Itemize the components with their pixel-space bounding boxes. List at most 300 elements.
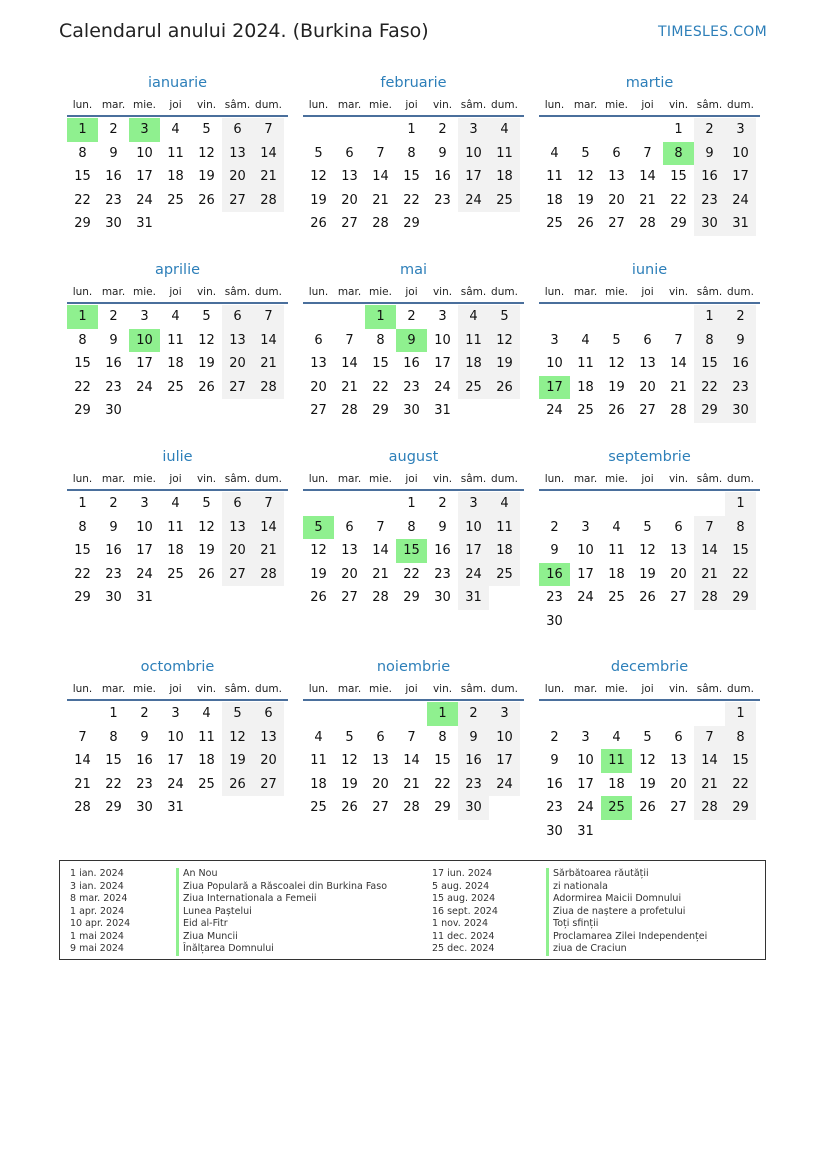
day-cell[interactable]: 15 — [74, 543, 91, 558]
day-cell[interactable]: 14 — [253, 329, 284, 353]
day-cell[interactable]: 17 — [577, 566, 594, 582]
day-cell[interactable]: 28 — [372, 216, 389, 231]
day-cell[interactable]: 12 — [341, 753, 358, 768]
day-cell[interactable]: 6 — [253, 702, 284, 726]
day-cell[interactable]: 10 — [489, 726, 520, 750]
day-cell[interactable]: 2 — [109, 309, 118, 324]
day-cell[interactable]: 15 — [396, 539, 427, 563]
day-cell[interactable]: 17 — [539, 376, 570, 400]
day-cell[interactable]: 6 — [376, 729, 385, 745]
day-cell[interactable]: 1 — [694, 305, 725, 329]
day-cell[interactable]: 14 — [372, 543, 389, 558]
day-cell[interactable]: 14 — [670, 356, 687, 371]
day-cell[interactable]: 2 — [438, 496, 447, 511]
day-cell[interactable]: 13 — [310, 356, 327, 371]
day-cell[interactable]: 16 — [403, 356, 420, 371]
day-cell[interactable]: 19 — [198, 169, 215, 184]
day-cell[interactable]: 17 — [489, 749, 520, 773]
day-cell[interactable]: 12 — [310, 169, 327, 184]
day-cell[interactable]: 24 — [577, 590, 594, 605]
day-cell[interactable]: 3 — [140, 496, 149, 511]
day-cell[interactable]: 7 — [345, 332, 354, 348]
day-cell[interactable]: 11 — [608, 543, 625, 558]
day-cell[interactable]: 31 — [458, 586, 489, 610]
day-cell[interactable]: 17 — [136, 356, 153, 371]
day-cell[interactable]: 19 — [639, 776, 656, 792]
day-cell[interactable]: 31 — [434, 403, 451, 418]
day-cell[interactable]: 14 — [403, 753, 420, 768]
day-cell[interactable]: 10 — [434, 332, 451, 348]
day-cell[interactable]: 24 — [458, 563, 489, 587]
day-cell[interactable]: 7 — [643, 145, 652, 161]
day-cell[interactable]: 12 — [222, 726, 253, 750]
day-cell[interactable]: 8 — [78, 332, 87, 348]
day-cell[interactable]: 4 — [314, 729, 323, 745]
day-cell[interactable]: 13 — [341, 543, 358, 558]
day-cell[interactable]: 4 — [612, 729, 621, 745]
day-cell[interactable]: 6 — [643, 332, 652, 348]
day-cell[interactable]: 3 — [725, 118, 756, 142]
day-cell[interactable]: 12 — [198, 332, 215, 348]
day-cell[interactable]: 10 — [546, 356, 563, 371]
day-cell[interactable]: 3 — [458, 118, 489, 142]
day-cell[interactable]: 13 — [608, 169, 625, 184]
day-cell[interactable]: 20 — [372, 776, 389, 792]
day-cell[interactable]: 10 — [458, 142, 489, 166]
day-cell[interactable]: 16 — [539, 563, 570, 587]
day-cell[interactable]: 23 — [546, 590, 563, 605]
day-cell[interactable]: 22 — [694, 376, 725, 400]
day-cell[interactable]: 7 — [78, 729, 87, 745]
day-cell[interactable]: 9 — [694, 142, 725, 166]
day-cell[interactable]: 26 — [222, 773, 253, 797]
day-cell[interactable]: 25 — [458, 376, 489, 400]
day-cell[interactable]: 20 — [341, 566, 358, 582]
day-cell[interactable]: 16 — [694, 165, 725, 189]
day-cell[interactable]: 5 — [202, 122, 211, 137]
day-cell[interactable]: 4 — [489, 118, 520, 142]
day-cell[interactable]: 31 — [167, 800, 184, 815]
day-cell[interactable]: 30 — [105, 216, 122, 231]
day-cell[interactable]: 8 — [78, 519, 87, 535]
day-cell[interactable]: 8 — [725, 726, 756, 750]
day-cell[interactable]: 18 — [167, 543, 184, 558]
day-cell[interactable]: 18 — [608, 566, 625, 582]
day-cell[interactable]: 23 — [105, 566, 122, 582]
day-cell[interactable]: 6 — [345, 145, 354, 161]
day-cell[interactable]: 26 — [198, 379, 215, 395]
day-cell[interactable]: 22 — [403, 566, 420, 582]
day-cell[interactable]: 18 — [310, 776, 327, 792]
day-cell[interactable]: 5 — [581, 145, 590, 161]
day-cell[interactable]: 20 — [222, 165, 253, 189]
day-cell[interactable]: 19 — [341, 776, 358, 792]
day-cell[interactable]: 11 — [601, 749, 632, 773]
day-cell[interactable]: 16 — [105, 356, 122, 371]
day-cell[interactable]: 28 — [403, 800, 420, 815]
day-cell[interactable]: 7 — [694, 726, 725, 750]
day-cell[interactable]: 15 — [403, 169, 420, 184]
day-cell[interactable]: 25 — [489, 563, 520, 587]
day-cell[interactable]: 18 — [577, 379, 594, 395]
day-cell[interactable]: 28 — [253, 189, 284, 213]
day-cell[interactable]: 23 — [458, 773, 489, 797]
day-cell[interactable]: 31 — [136, 216, 153, 231]
day-cell[interactable]: 21 — [253, 352, 284, 376]
day-cell[interactable]: 28 — [694, 586, 725, 610]
day-cell[interactable]: 21 — [341, 379, 358, 395]
day-cell[interactable]: 3 — [458, 492, 489, 516]
day-cell[interactable]: 22 — [670, 192, 687, 208]
day-cell[interactable]: 11 — [198, 729, 215, 745]
day-cell[interactable]: 23 — [434, 192, 451, 208]
day-cell[interactable]: 3 — [550, 332, 559, 348]
day-cell[interactable]: 4 — [550, 145, 559, 161]
day-cell[interactable]: 30 — [434, 590, 451, 605]
day-cell[interactable]: 18 — [167, 356, 184, 371]
day-cell[interactable]: 29 — [725, 796, 756, 820]
day-cell[interactable]: 26 — [198, 192, 215, 208]
day-cell[interactable]: 2 — [109, 496, 118, 511]
day-cell[interactable]: 12 — [489, 329, 520, 353]
day-cell[interactable]: 16 — [458, 749, 489, 773]
day-cell[interactable]: 1 — [725, 492, 756, 516]
day-cell[interactable]: 22 — [74, 566, 91, 582]
day-cell[interactable]: 15 — [372, 356, 389, 371]
day-cell[interactable]: 6 — [222, 118, 253, 142]
day-cell[interactable]: 10 — [136, 145, 153, 161]
day-cell[interactable]: 6 — [345, 519, 354, 535]
day-cell[interactable]: 5 — [314, 145, 323, 161]
day-cell[interactable]: 16 — [434, 169, 451, 184]
day-cell[interactable]: 18 — [546, 192, 563, 208]
day-cell[interactable]: 17 — [577, 776, 594, 792]
day-cell[interactable]: 27 — [670, 800, 687, 815]
day-cell[interactable]: 1 — [67, 305, 98, 329]
day-cell[interactable]: 11 — [489, 142, 520, 166]
day-cell[interactable]: 5 — [489, 305, 520, 329]
day-cell[interactable]: 21 — [74, 776, 91, 792]
day-cell[interactable]: 23 — [725, 376, 756, 400]
day-cell[interactable]: 12 — [639, 543, 656, 558]
day-cell[interactable]: 10 — [167, 729, 184, 745]
day-cell[interactable]: 9 — [109, 519, 118, 535]
day-cell[interactable]: 28 — [694, 796, 725, 820]
day-cell[interactable]: 12 — [577, 169, 594, 184]
day-cell[interactable]: 15 — [74, 356, 91, 371]
day-cell[interactable]: 16 — [546, 776, 563, 792]
day-cell[interactable]: 24 — [458, 189, 489, 213]
day-cell[interactable]: 26 — [639, 800, 656, 815]
day-cell[interactable]: 5 — [222, 702, 253, 726]
day-cell[interactable]: 22 — [403, 192, 420, 208]
day-cell[interactable]: 12 — [310, 543, 327, 558]
day-cell[interactable]: 7 — [253, 305, 284, 329]
day-cell[interactable]: 17 — [725, 165, 756, 189]
day-cell[interactable]: 20 — [310, 379, 327, 395]
day-cell[interactable]: 30 — [546, 823, 563, 839]
day-cell[interactable]: 1 — [109, 706, 118, 721]
day-cell[interactable]: 25 — [310, 800, 327, 815]
day-cell[interactable]: 20 — [670, 566, 687, 582]
day-cell[interactable]: 5 — [303, 516, 334, 540]
day-cell[interactable]: 28 — [253, 563, 284, 587]
day-cell[interactable]: 17 — [136, 543, 153, 558]
day-cell[interactable]: 23 — [546, 800, 563, 815]
day-cell[interactable]: 7 — [376, 145, 385, 161]
day-cell[interactable]: 12 — [198, 519, 215, 535]
day-cell[interactable]: 9 — [109, 145, 118, 161]
day-cell[interactable]: 3 — [438, 309, 447, 324]
day-cell[interactable]: 2 — [550, 519, 559, 535]
day-cell[interactable]: 25 — [601, 796, 632, 820]
day-cell[interactable]: 18 — [489, 165, 520, 189]
day-cell[interactable]: 29 — [74, 216, 91, 231]
day-cell[interactable]: 27 — [310, 403, 327, 418]
day-cell[interactable]: 3 — [140, 309, 149, 324]
day-cell[interactable]: 29 — [694, 399, 725, 423]
day-cell[interactable]: 5 — [345, 729, 354, 745]
day-cell[interactable]: 17 — [434, 356, 451, 371]
day-cell[interactable]: 10 — [577, 753, 594, 768]
day-cell[interactable]: 10 — [577, 543, 594, 558]
day-cell[interactable]: 1 — [407, 122, 416, 137]
day-cell[interactable]: 11 — [577, 356, 594, 371]
day-cell[interactable]: 8 — [407, 145, 416, 161]
day-cell[interactable]: 25 — [198, 776, 215, 792]
day-cell[interactable]: 23 — [694, 189, 725, 213]
day-cell[interactable]: 15 — [74, 169, 91, 184]
day-cell[interactable]: 19 — [198, 543, 215, 558]
day-cell[interactable]: 18 — [489, 539, 520, 563]
day-cell[interactable]: 3 — [581, 519, 590, 535]
day-cell[interactable]: 15 — [694, 352, 725, 376]
day-cell[interactable]: 4 — [171, 496, 180, 511]
day-cell[interactable]: 29 — [74, 590, 91, 605]
day-cell[interactable]: 3 — [489, 702, 520, 726]
day-cell[interactable]: 29 — [434, 800, 451, 815]
day-cell[interactable]: 30 — [105, 403, 122, 418]
day-cell[interactable]: 25 — [167, 192, 184, 208]
day-cell[interactable]: 21 — [670, 379, 687, 395]
day-cell[interactable]: 10 — [129, 329, 160, 353]
day-cell[interactable]: 20 — [639, 379, 656, 395]
day-cell[interactable]: 3 — [581, 729, 590, 745]
day-cell[interactable]: 17 — [136, 169, 153, 184]
day-cell[interactable]: 4 — [612, 519, 621, 535]
day-cell[interactable]: 24 — [167, 776, 184, 792]
day-cell[interactable]: 15 — [434, 753, 451, 768]
day-cell[interactable]: 14 — [372, 169, 389, 184]
day-cell[interactable]: 20 — [253, 749, 284, 773]
day-cell[interactable]: 27 — [608, 216, 625, 231]
day-cell[interactable]: 9 — [550, 543, 559, 558]
day-cell[interactable]: 9 — [396, 329, 427, 353]
day-cell[interactable]: 2 — [438, 122, 447, 137]
day-cell[interactable]: 21 — [253, 539, 284, 563]
day-cell[interactable]: 29 — [403, 590, 420, 605]
day-cell[interactable]: 17 — [167, 753, 184, 768]
day-cell[interactable]: 25 — [577, 403, 594, 418]
day-cell[interactable]: 15 — [725, 539, 756, 563]
day-cell[interactable]: 26 — [341, 800, 358, 815]
day-cell[interactable]: 6 — [674, 729, 683, 745]
day-cell[interactable]: 27 — [253, 773, 284, 797]
day-cell[interactable]: 22 — [372, 379, 389, 395]
day-cell[interactable]: 24 — [434, 379, 451, 395]
day-cell[interactable]: 3 — [129, 118, 160, 142]
day-cell[interactable]: 30 — [458, 796, 489, 820]
day-cell[interactable]: 30 — [694, 212, 725, 236]
day-cell[interactable]: 23 — [105, 192, 122, 208]
day-cell[interactable]: 19 — [310, 192, 327, 208]
day-cell[interactable]: 14 — [694, 539, 725, 563]
day-cell[interactable]: 20 — [608, 192, 625, 208]
day-cell[interactable]: 24 — [136, 566, 153, 582]
day-cell[interactable]: 13 — [670, 753, 687, 768]
day-cell[interactable]: 25 — [546, 216, 563, 231]
day-cell[interactable]: 4 — [581, 332, 590, 348]
day-cell[interactable]: 21 — [372, 192, 389, 208]
day-cell[interactable]: 8 — [663, 142, 694, 166]
day-cell[interactable]: 29 — [74, 403, 91, 418]
day-cell[interactable]: 26 — [639, 590, 656, 605]
day-cell[interactable]: 2 — [725, 305, 756, 329]
day-cell[interactable]: 24 — [489, 773, 520, 797]
day-cell[interactable]: 4 — [489, 492, 520, 516]
day-cell[interactable]: 15 — [670, 169, 687, 184]
day-cell[interactable]: 12 — [198, 145, 215, 161]
day-cell[interactable]: 29 — [105, 800, 122, 815]
day-cell[interactable]: 19 — [222, 749, 253, 773]
day-cell[interactable]: 5 — [612, 332, 621, 348]
day-cell[interactable]: 16 — [136, 753, 153, 768]
day-cell[interactable]: 20 — [222, 539, 253, 563]
day-cell[interactable]: 23 — [136, 776, 153, 792]
day-cell[interactable]: 1 — [407, 496, 416, 511]
day-cell[interactable]: 14 — [253, 142, 284, 166]
day-cell[interactable]: 22 — [725, 563, 756, 587]
day-cell[interactable]: 9 — [725, 329, 756, 353]
day-cell[interactable]: 11 — [167, 519, 184, 535]
day-cell[interactable]: 24 — [725, 189, 756, 213]
day-cell[interactable]: 1 — [427, 702, 458, 726]
day-cell[interactable]: 31 — [725, 212, 756, 236]
day-cell[interactable]: 14 — [639, 169, 656, 184]
day-cell[interactable]: 29 — [725, 586, 756, 610]
day-cell[interactable]: 24 — [546, 403, 563, 418]
day-cell[interactable]: 29 — [670, 216, 687, 231]
day-cell[interactable]: 11 — [489, 516, 520, 540]
day-cell[interactable]: 18 — [198, 753, 215, 768]
day-cell[interactable]: 9 — [458, 726, 489, 750]
day-cell[interactable]: 8 — [407, 519, 416, 535]
day-cell[interactable]: 21 — [639, 192, 656, 208]
day-cell[interactable]: 4 — [171, 122, 180, 137]
day-cell[interactable]: 18 — [458, 352, 489, 376]
day-cell[interactable]: 13 — [222, 329, 253, 353]
day-cell[interactable]: 27 — [222, 563, 253, 587]
day-cell[interactable]: 23 — [403, 379, 420, 395]
day-cell[interactable]: 13 — [670, 543, 687, 558]
day-cell[interactable]: 30 — [546, 613, 563, 629]
day-cell[interactable]: 26 — [310, 590, 327, 605]
day-cell[interactable]: 26 — [608, 403, 625, 418]
day-cell[interactable]: 13 — [222, 142, 253, 166]
day-cell[interactable]: 11 — [167, 332, 184, 348]
day-cell[interactable]: 8 — [725, 516, 756, 540]
day-cell[interactable]: 13 — [253, 726, 284, 750]
day-cell[interactable]: 19 — [310, 566, 327, 582]
day-cell[interactable]: 25 — [167, 379, 184, 395]
day-cell[interactable]: 18 — [608, 776, 625, 792]
day-cell[interactable]: 5 — [643, 729, 652, 745]
day-cell[interactable]: 30 — [403, 403, 420, 418]
day-cell[interactable]: 16 — [434, 543, 451, 558]
day-cell[interactable]: 7 — [407, 729, 416, 745]
day-cell[interactable]: 19 — [198, 356, 215, 371]
day-cell[interactable]: 21 — [403, 776, 420, 792]
day-cell[interactable]: 2 — [458, 702, 489, 726]
day-cell[interactable]: 27 — [341, 590, 358, 605]
day-cell[interactable]: 11 — [546, 169, 563, 184]
day-cell[interactable]: 23 — [105, 379, 122, 395]
day-cell[interactable]: 6 — [612, 145, 621, 161]
day-cell[interactable]: 28 — [341, 403, 358, 418]
day-cell[interactable]: 16 — [105, 169, 122, 184]
day-cell[interactable]: 25 — [489, 189, 520, 213]
day-cell[interactable]: 19 — [608, 379, 625, 395]
day-cell[interactable]: 19 — [577, 192, 594, 208]
day-cell[interactable]: 2 — [694, 118, 725, 142]
day-cell[interactable]: 10 — [136, 519, 153, 535]
day-cell[interactable]: 13 — [372, 753, 389, 768]
day-cell[interactable]: 2 — [407, 309, 416, 324]
day-cell[interactable]: 6 — [222, 305, 253, 329]
day-cell[interactable]: 1 — [78, 496, 87, 511]
day-cell[interactable]: 22 — [74, 192, 91, 208]
day-cell[interactable]: 24 — [136, 192, 153, 208]
day-cell[interactable]: 22 — [105, 776, 122, 792]
day-cell[interactable]: 6 — [674, 519, 683, 535]
day-cell[interactable]: 6 — [314, 332, 323, 348]
day-cell[interactable]: 28 — [639, 216, 656, 231]
day-cell[interactable]: 27 — [341, 216, 358, 231]
day-cell[interactable]: 10 — [458, 516, 489, 540]
day-cell[interactable]: 1 — [674, 122, 683, 137]
day-cell[interactable]: 4 — [171, 309, 180, 324]
day-cell[interactable]: 14 — [341, 356, 358, 371]
day-cell[interactable]: 29 — [372, 403, 389, 418]
day-cell[interactable]: 25 — [608, 590, 625, 605]
day-cell[interactable]: 14 — [253, 516, 284, 540]
day-cell[interactable]: 2 — [109, 122, 118, 137]
day-cell[interactable]: 30 — [725, 399, 756, 423]
day-cell[interactable]: 28 — [253, 376, 284, 400]
day-cell[interactable]: 4 — [202, 706, 211, 721]
day-cell[interactable]: 9 — [109, 332, 118, 348]
day-cell[interactable]: 23 — [434, 566, 451, 582]
day-cell[interactable]: 13 — [639, 356, 656, 371]
day-cell[interactable]: 27 — [222, 376, 253, 400]
day-cell[interactable]: 2 — [140, 706, 149, 721]
day-cell[interactable]: 8 — [78, 145, 87, 161]
day-cell[interactable]: 21 — [694, 773, 725, 797]
day-cell[interactable]: 5 — [202, 309, 211, 324]
day-cell[interactable]: 3 — [171, 706, 180, 721]
day-cell[interactable]: 7 — [674, 332, 683, 348]
day-cell[interactable]: 20 — [222, 352, 253, 376]
